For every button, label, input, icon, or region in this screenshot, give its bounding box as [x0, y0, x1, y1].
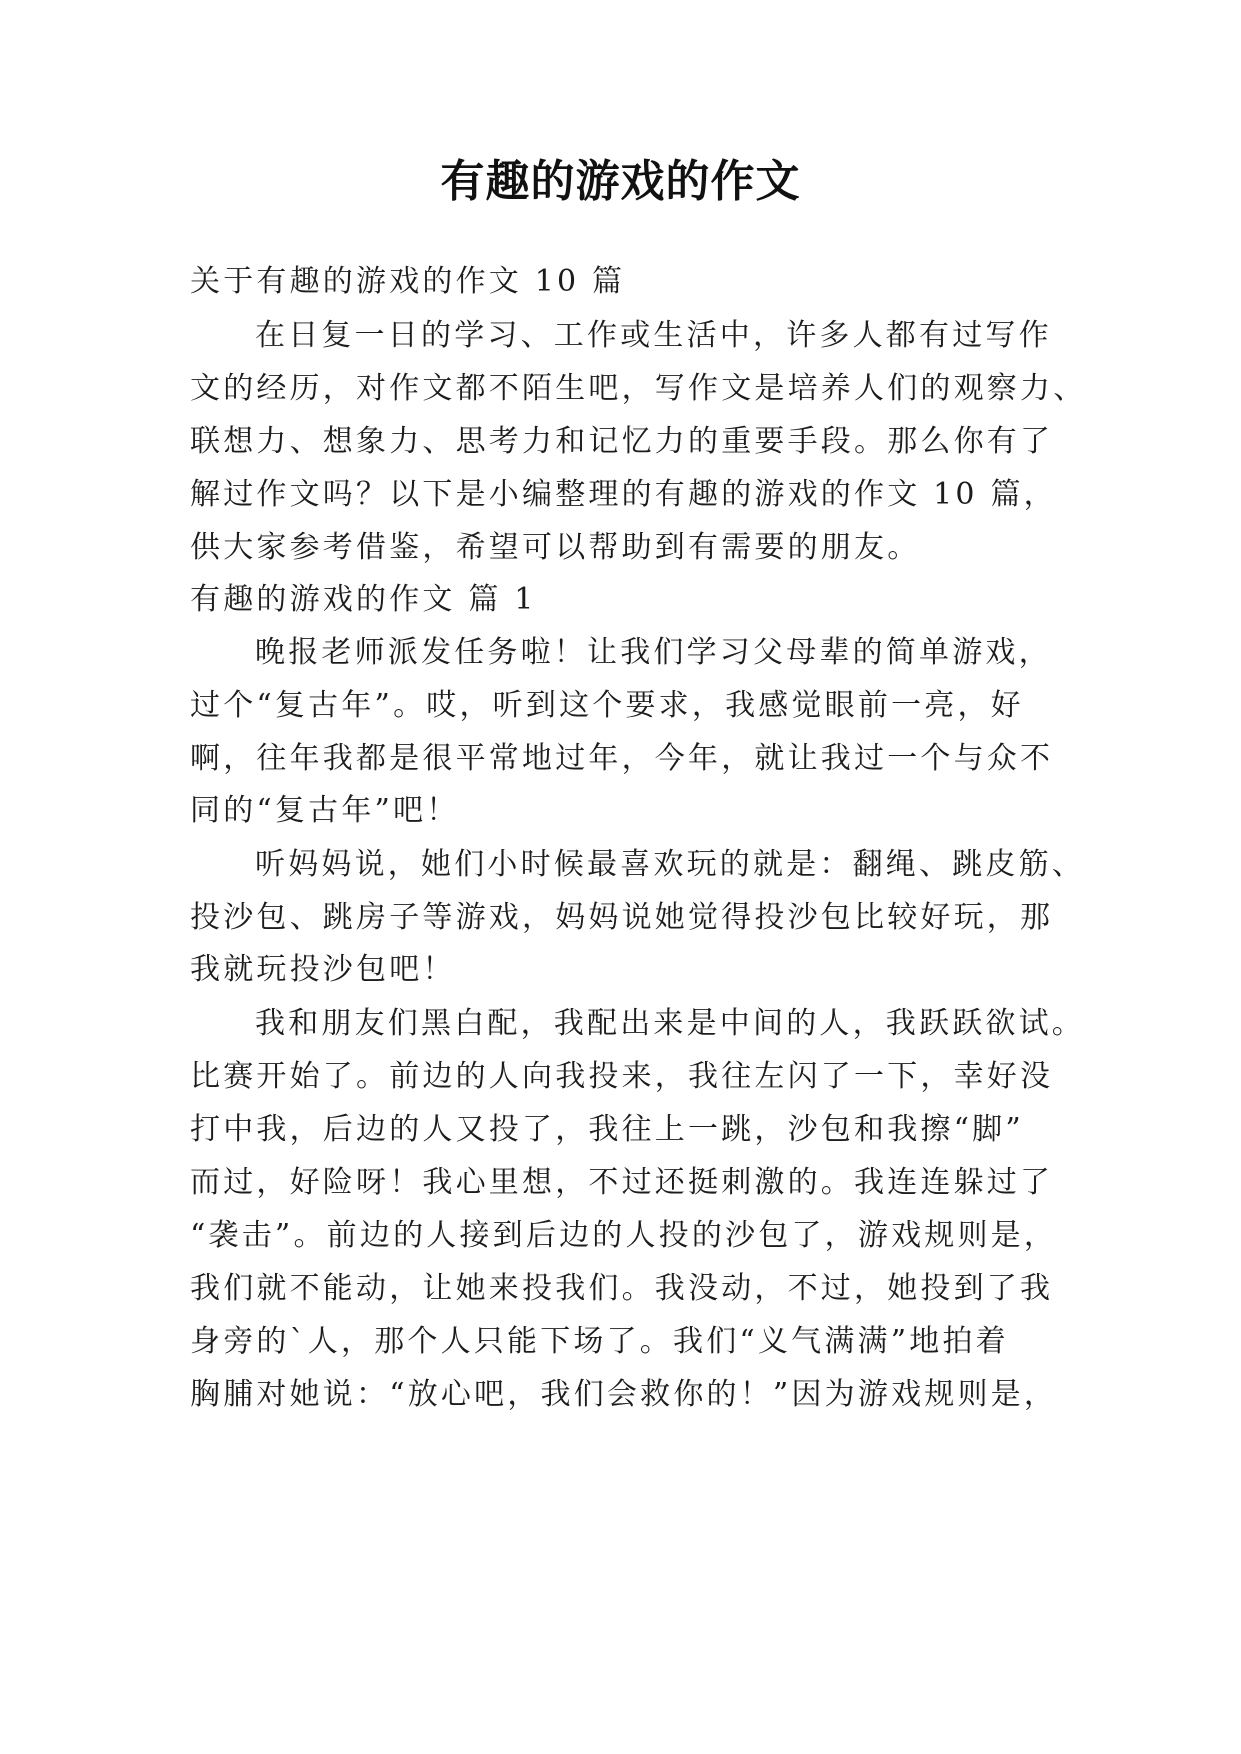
paragraph-line: 解过作文吗？以下是小编整理的有趣的游戏的作文 10 篇， — [190, 477, 1057, 512]
paragraph-line: 我和朋友们黑白配，我配出来是中间的人，我跃跃欲试。 — [255, 1006, 1085, 1041]
section-heading: 有趣的游戏的作文 篇 1 — [190, 582, 537, 617]
paragraph-line: 身旁的`人，那个人只能下场了。我们“义气满满”地拍着 — [190, 1324, 1009, 1359]
paragraph-line: 晚报老师派发任务啦！让我们学习父母辈的简单游戏， — [255, 635, 1052, 670]
subtitle-line: 关于有趣的游戏的作文 10 篇 — [190, 264, 626, 299]
paragraph-line: “袭击”。前边的人接到后边的人投的沙包了，游戏规则是， — [190, 1218, 1058, 1253]
paragraph-line: 打中我，后边的人又投了，我往上一跳，沙包和我擦“脚” — [190, 1112, 1024, 1147]
paragraph-line: 联想力、想象力、思考力和记忆力的重要手段。那么你有了 — [190, 424, 1054, 459]
paragraph-line: 文的经历，对作文都不陌生吧，写作文是培养人们的观察力、 — [190, 371, 1087, 406]
paragraph-line: 啊，往年我都是很平常地过年，今年，就让我过一个与众不 — [190, 741, 1054, 776]
paragraph-line: 我就玩投沙包吧！ — [190, 952, 456, 987]
paragraph-line: 过个“复古年”。哎，听到这个要求，我感觉眼前一亮，好 — [190, 688, 1024, 723]
paragraph-line: 比赛开始了。前边的人向我投来，我往左闪了一下，幸好没 — [190, 1059, 1054, 1094]
paragraph-line: 同的“复古年”吧！ — [190, 793, 460, 828]
paragraph-line: 在日复一日的学习、工作或生活中，许多人都有过写作 — [255, 318, 1052, 353]
paragraph-line: 听妈妈说，她们小时候最喜欢玩的就是：翻绳、跳皮筋、 — [255, 847, 1085, 882]
paragraph-line: 投沙包、跳房子等游戏，妈妈说她觉得投沙包比较好玩，那 — [190, 900, 1054, 935]
paragraph-line: 胸脯对她说：“放心吧，我们会救你的！”因为游戏规则是， — [190, 1377, 1058, 1412]
paragraph-line: 而过，好险呀！我心里想，不过还挺刺激的。我连连躲过了 — [190, 1165, 1054, 1200]
paragraph-line: 我们就不能动，让她来投我们。我没动，不过，她投到了我 — [190, 1271, 1054, 1306]
paragraph-line: 供大家参考借鉴，希望可以帮助到有需要的朋友。 — [190, 530, 921, 565]
document-title: 有趣的游戏的作文 — [440, 156, 801, 207]
